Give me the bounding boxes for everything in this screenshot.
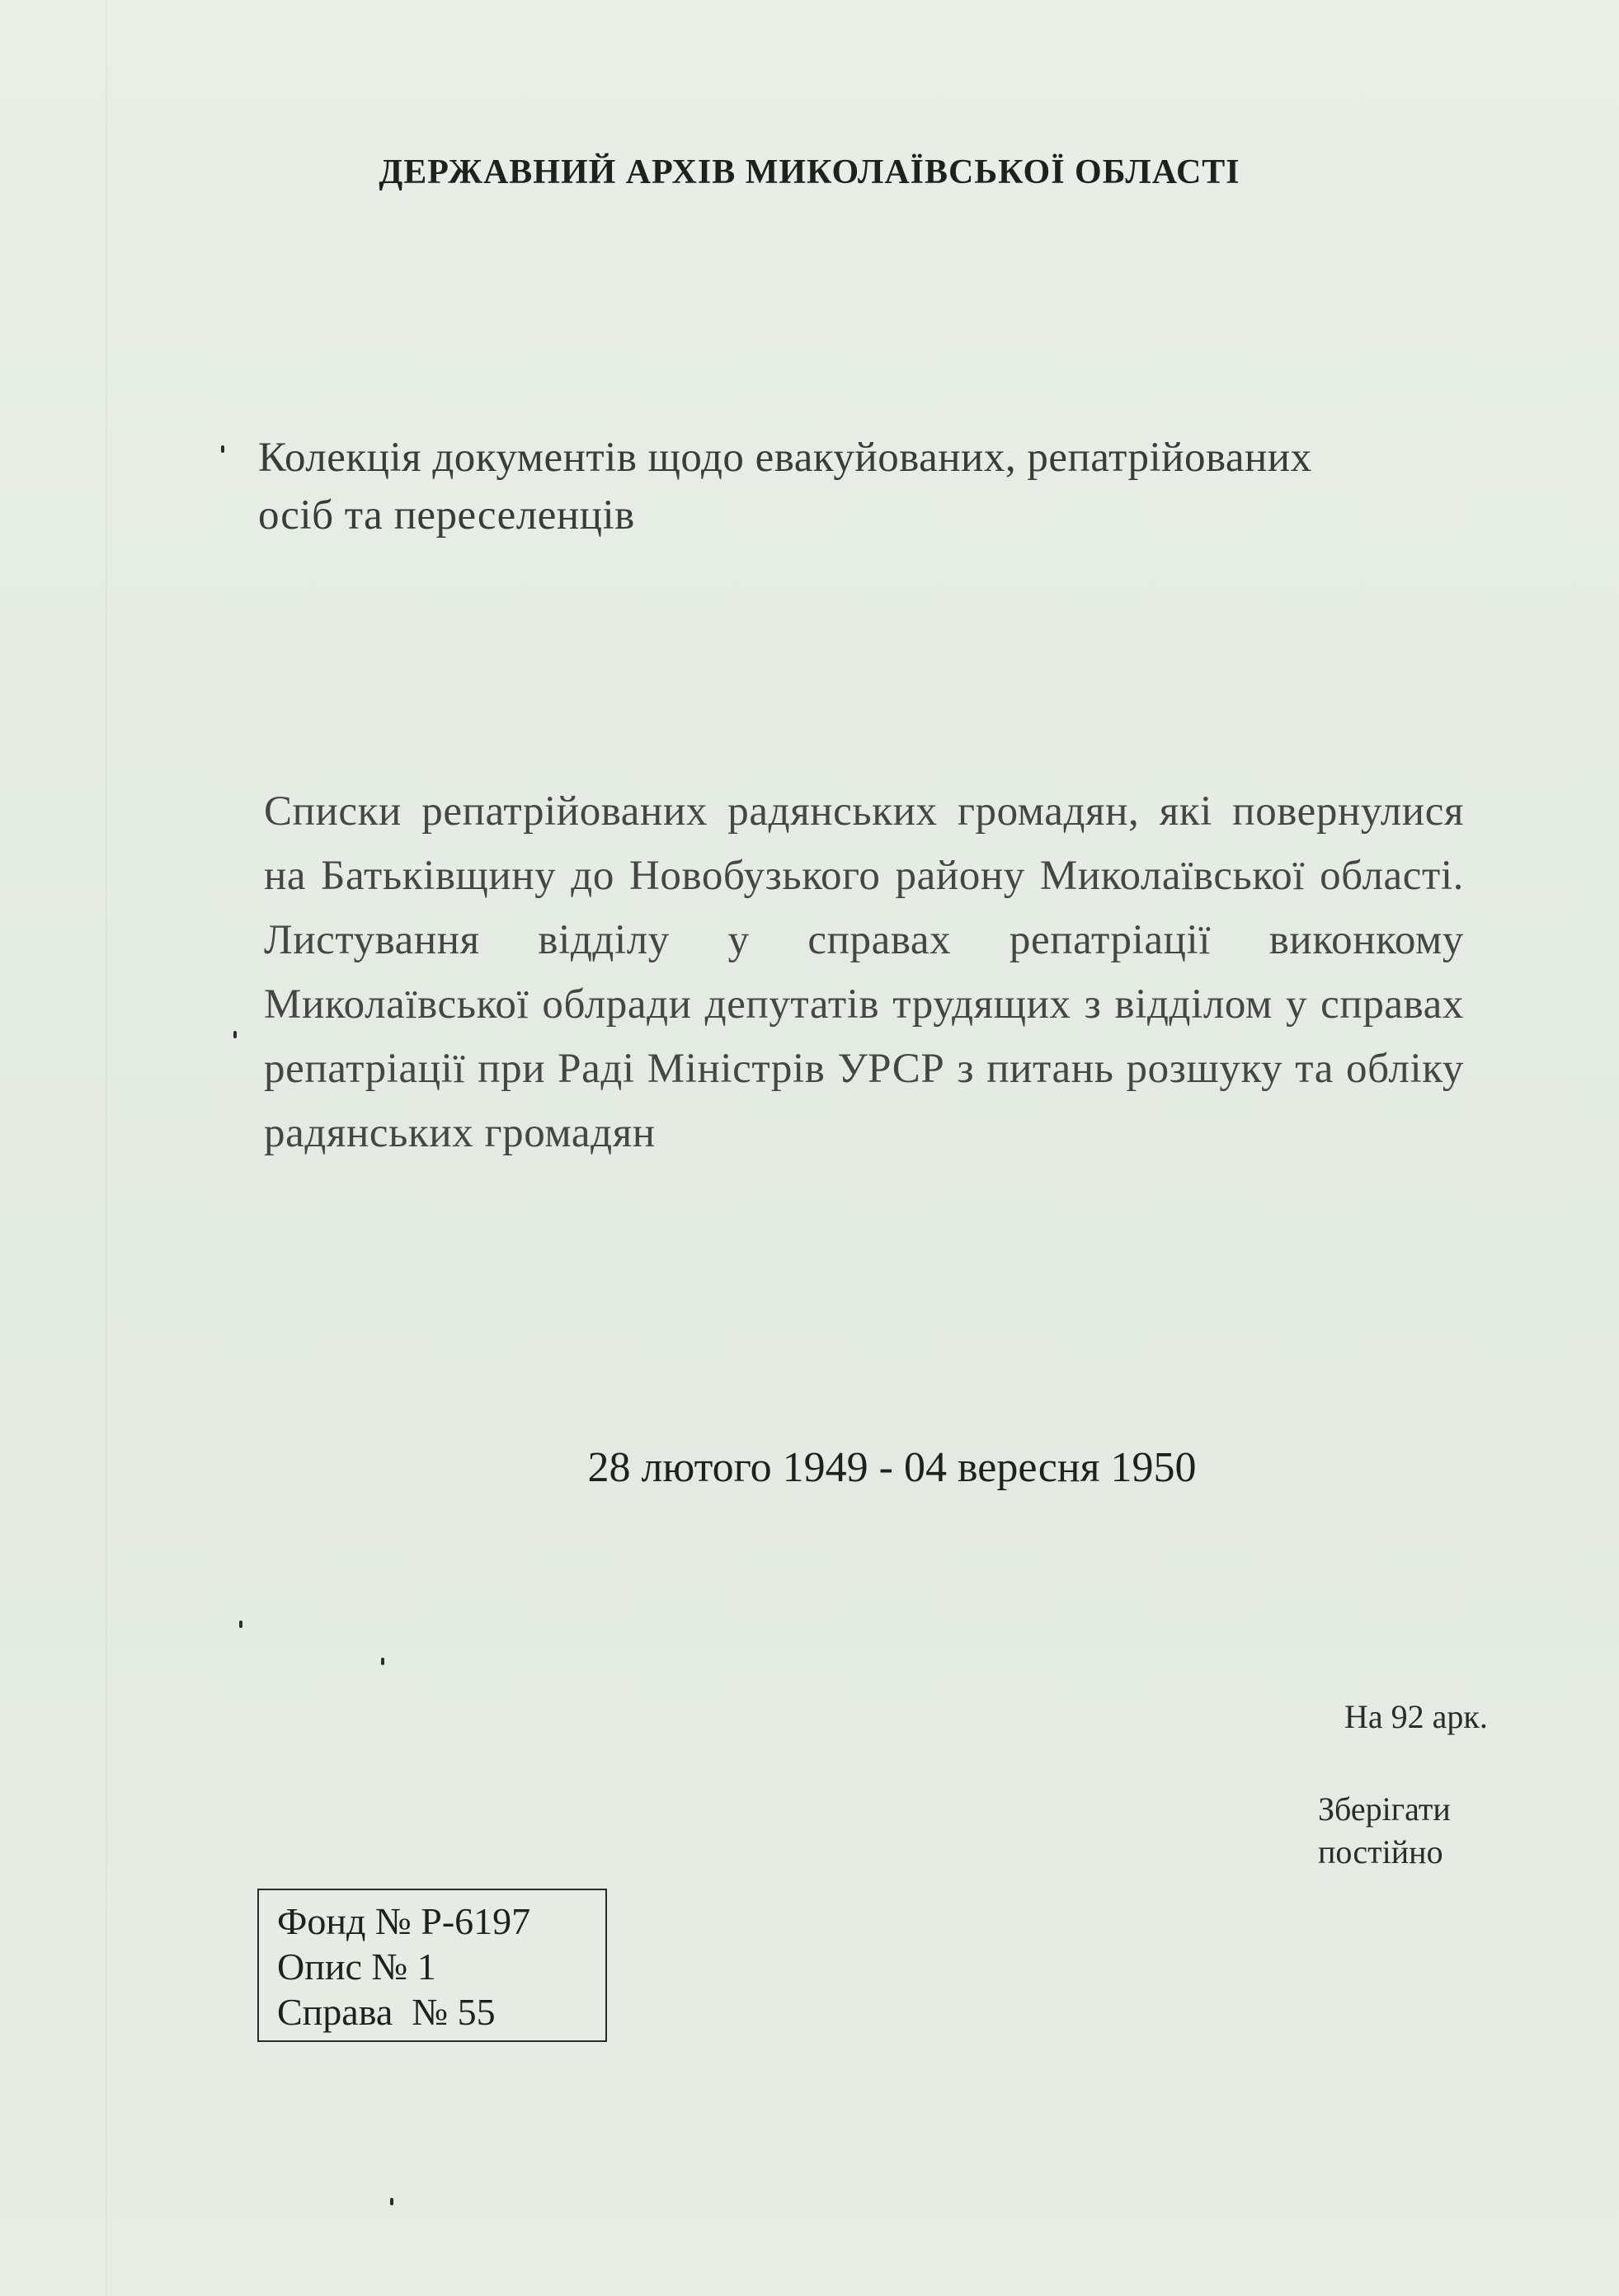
scan-speck	[381, 1658, 384, 1665]
retention-note-line-1: Зберігати	[1318, 1790, 1451, 1828]
archive-title: ДЕРЖАВНИЙ АРХІВ МИКОЛАЇВСЬКОЇ ОБЛАСТІ	[379, 153, 1240, 191]
file-description: Списки репатрійованих радянських громадян, які повернулися на Батьківщину до Новобузького району Миколаївської області. Листування відділу у справах репатріації виконкому Миколаївської облради депутатів трудящих з відділом у справах репатріації при Раді Міністрів УРСР з питань розшуку та обліку радянських громадян	[264, 788, 1464, 1156]
collection-title-line-1: Колекція документів щодо евакуйованих, репатрійованих	[258, 435, 1312, 481]
sheet-count: На 92 арк.	[1344, 1698, 1488, 1735]
opys-number: Опис № 1	[277, 1945, 436, 1988]
collection-title	[258, 429, 1495, 544]
retention-note	[1318, 1788, 1451, 1874]
scan-speck	[221, 445, 224, 453]
collection-title-line-2: осіб та переселенців	[258, 492, 635, 539]
archive-reference-box	[257, 1889, 607, 2042]
scan-speck	[233, 1031, 237, 1038]
page-fold-shadow	[106, 0, 108, 2296]
scan-speck	[390, 2198, 393, 2205]
date-range: 28 лютого 1949 - 04 вересня 1950	[587, 1444, 1197, 1491]
sprava-number: Справа № 55	[277, 1991, 496, 2033]
fond-number: Фонд № Р-6197	[277, 1900, 531, 1942]
scan-speck	[239, 1621, 242, 1628]
retention-note-line-2: постійно	[1318, 1833, 1443, 1870]
